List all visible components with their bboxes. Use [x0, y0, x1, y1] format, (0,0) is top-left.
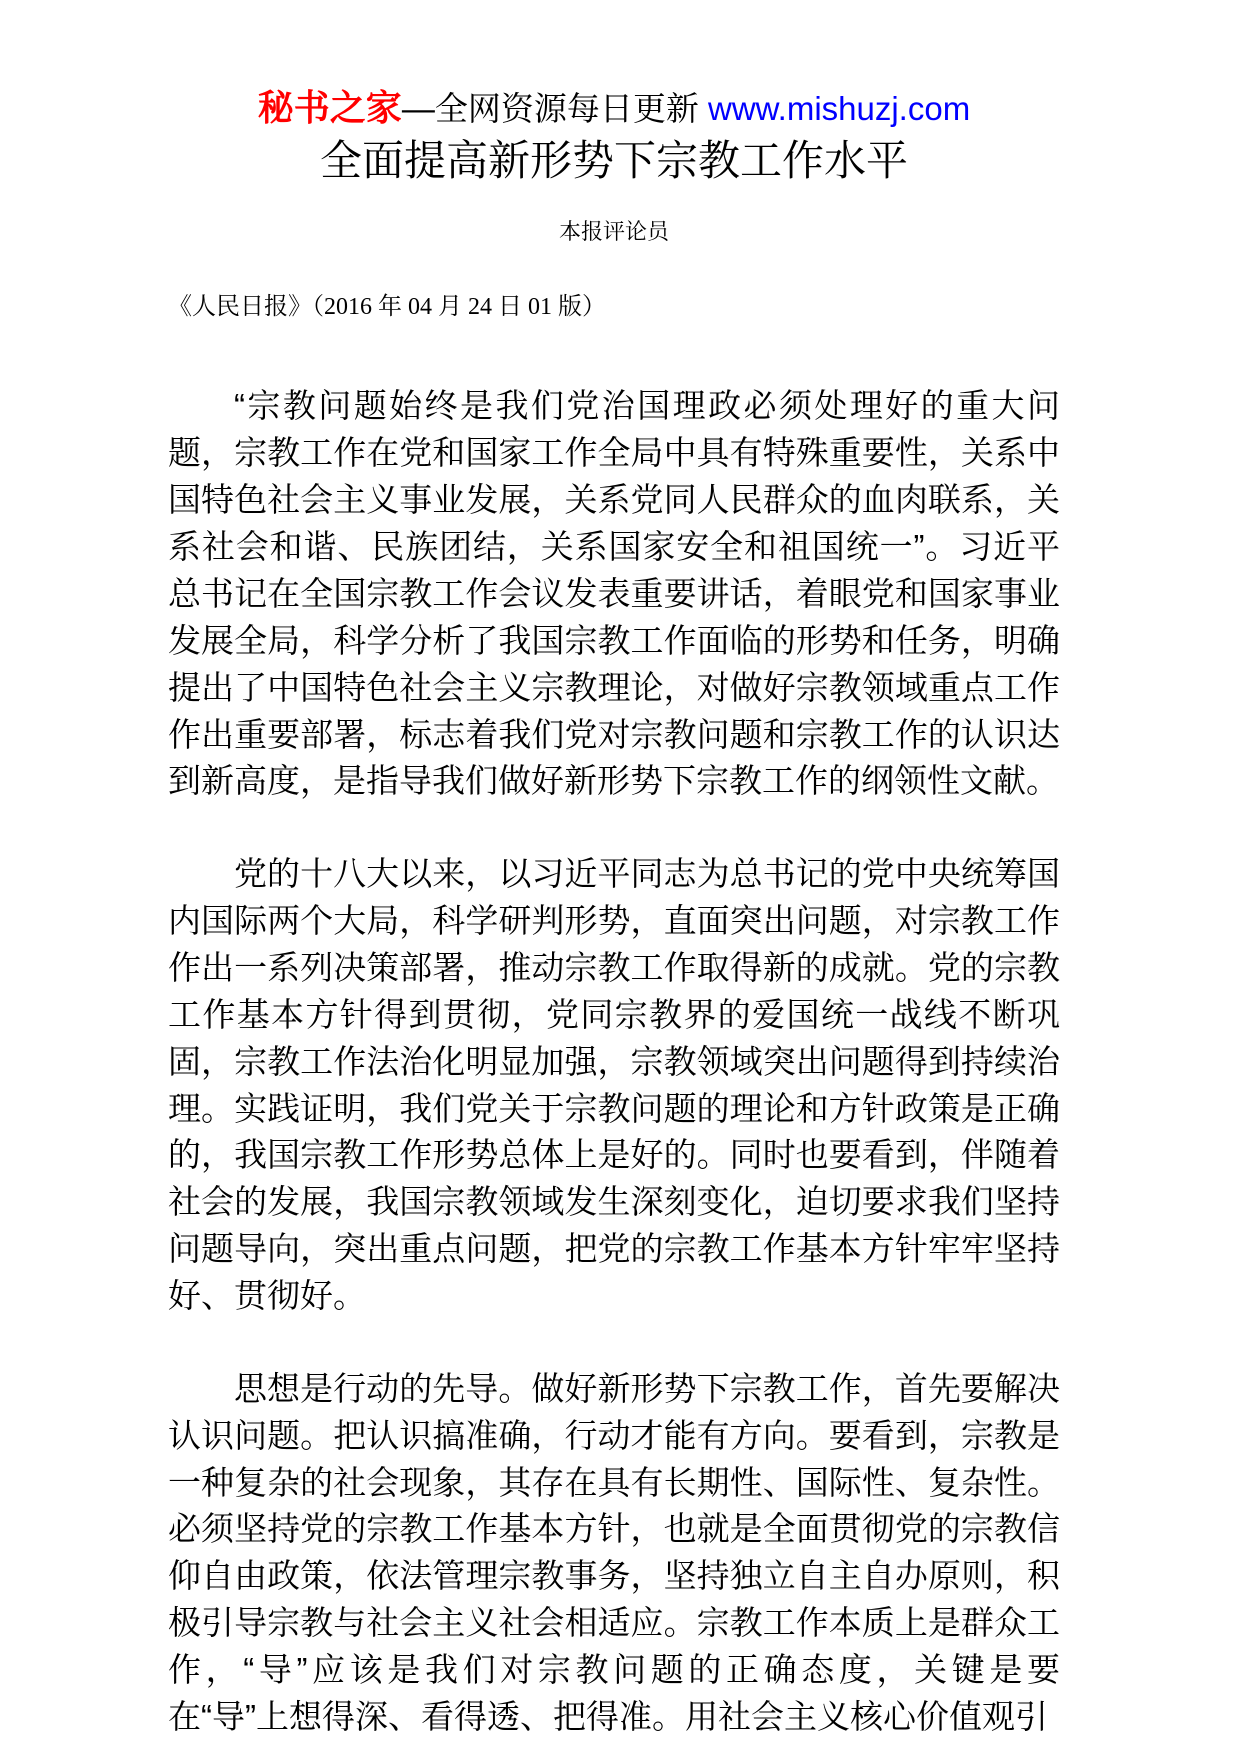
- body-paragraph: 思想是行动的先导。做好新形势下宗教工作，首先要解决认识问题。把认识搞准确，行动才能有方向。要看到，宗教是一种复杂的社会现象，其存在具有长期性、国际性、复杂性。必须坚持党的宗教工作基本方针，也就是全面贯彻党的宗教信仰自由政策，依法管理宗教事务，坚持独立自主自办原则，积极引导宗教与社会主义社会相适应。宗教工作本质上是群众工作，“导”应该是我们对宗教问题的正确态度，关键是要在“导”上想得深、看得透、把得准。用社会主义核心价值观引: [168, 1369, 1060, 1735]
- site-brand: 秘书之家: [257, 87, 402, 128]
- document-title: 全面提高新形势下宗教工作水平: [319, 137, 908, 185]
- source-line: 《人民日报》（2016 年 04 月 24 日 01 版）: [168, 294, 606, 321]
- byline: 本报评论员: [558, 219, 669, 245]
- site-tagline: —全网资源每日更新: [401, 90, 708, 127]
- site-url-link[interactable]: www.mishuzj.com: [707, 90, 971, 127]
- body-paragraph: 党的十八大以来，以习近平同志为总书记的党中央统筹国内国际两个大局，科学研判形势，直面突出问题，对宗教工作作出一系列决策部署，推动宗教工作取得新的成就。党的宗教工作基本方针得到贯彻，党同宗教界的爱国统一战线不断巩固，宗教工作法治化明显加强，宗教领域突出问题得到持续治理。实践证明，我们党关于宗教问题的理论和方针政策是正确的，我国宗教工作形势总体上是好的。同时也要看到，伴随着社会的发展，我国宗教领域发生深刻变化，迫切要求我们坚持问题导向，突出重点问题，把党的宗教工作基本方针牢牢坚持好、贯彻好。: [168, 855, 1060, 1314]
- site-header: [168, 86, 1060, 129]
- body-paragraph: “宗教问题始终是我们党治国理政必须处理好的重大问题，宗教工作在党和国家工作全局中具有特殊重要性，关系中国特色社会主义事业发展，关系党同人民群众的血肉联系，关系社会和谐、民族团结，关系国家安全和祖国统一”。习近平总书记在全国宗教工作会议发表重要讲话，着眼党和国家事业发展全局，科学分析了我国宗教工作面临的形势和任务，明确提出了中国特色社会主义宗教理论，对做好宗教领域重点工作作出重要部署，标志着我们党对宗教问题和宗教工作的认识达到新高度，是指导我们做好新形势下宗教工作的纲领性文献。: [168, 387, 1060, 800]
- article-body: [168, 383, 1060, 1740]
